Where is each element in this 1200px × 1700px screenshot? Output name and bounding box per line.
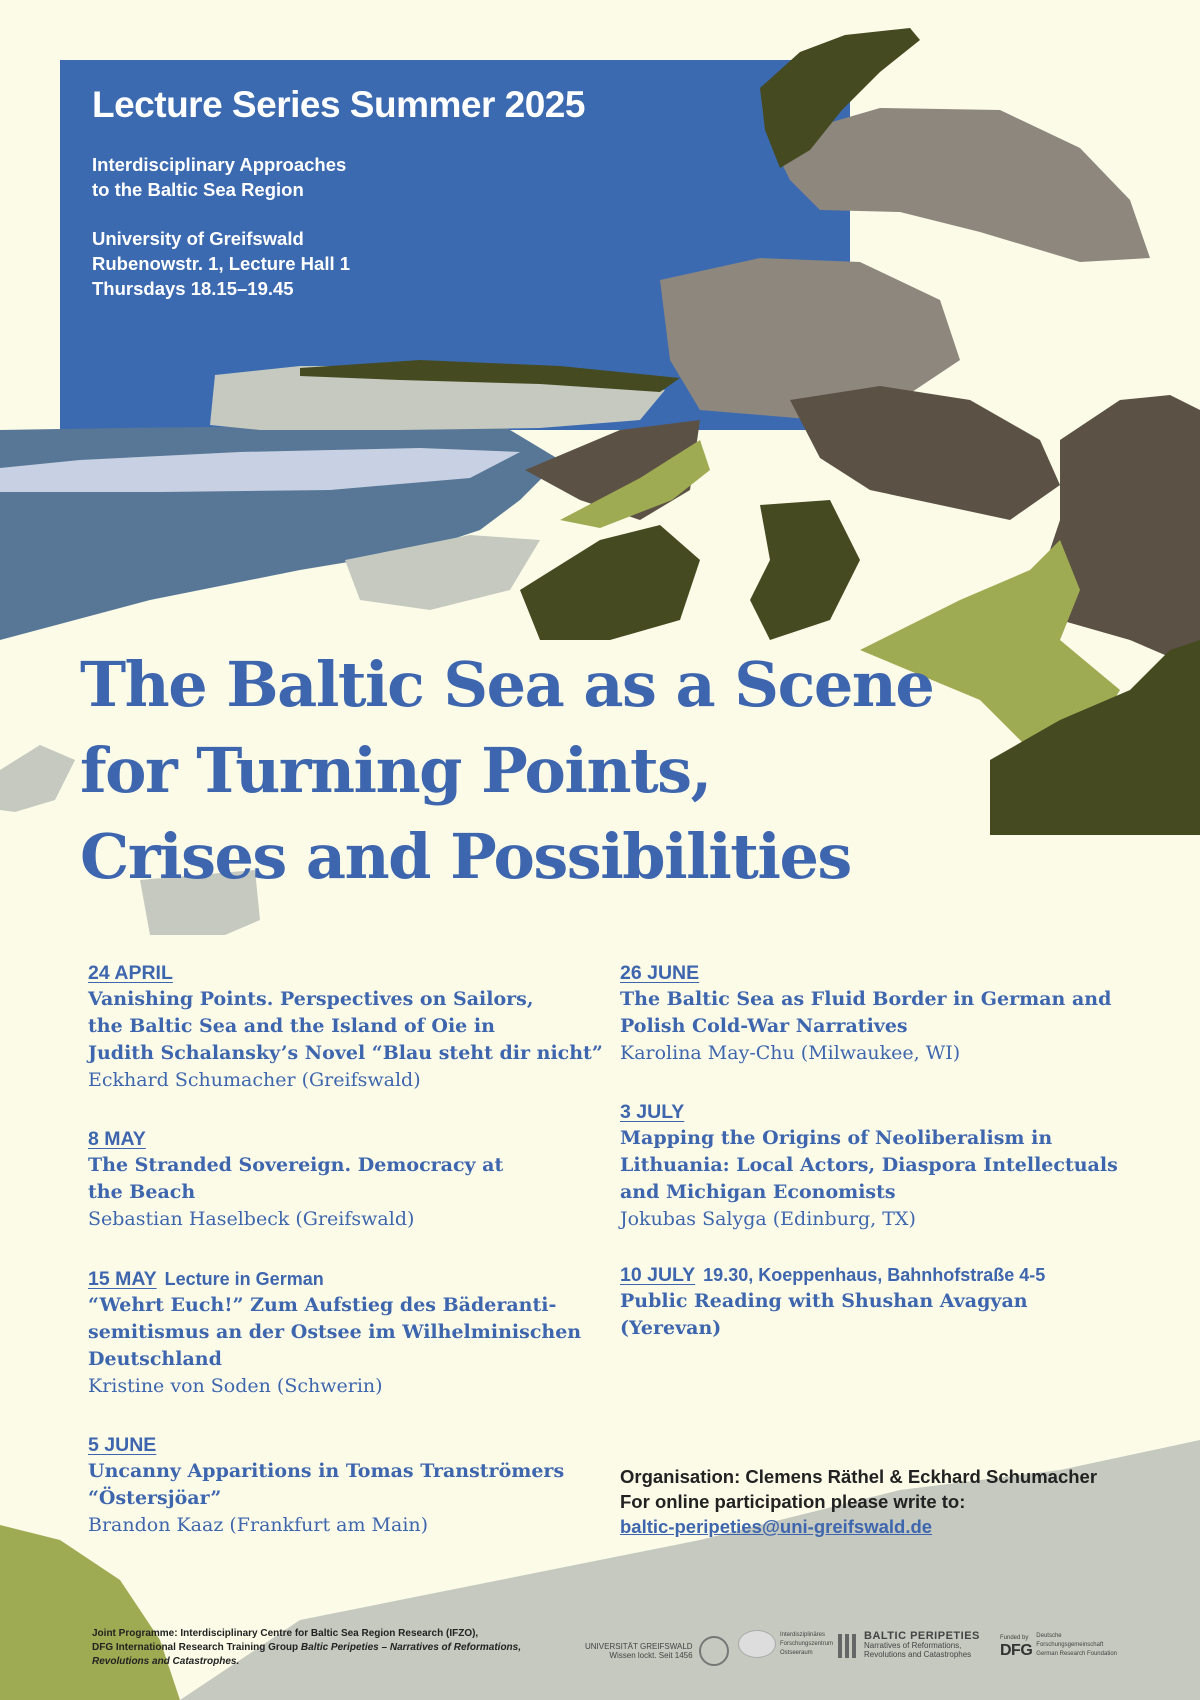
event-speaker: Sebastian Haselbeck (Greifswald)	[88, 1208, 415, 1230]
venue-line-3: Thursdays 18.15–19.45	[92, 278, 294, 299]
event-speaker: Kristine von Soden (Schwerin)	[88, 1375, 383, 1397]
ifzo-logo	[738, 1630, 833, 1658]
ifzo-line-3: Ostseeraum	[780, 1649, 813, 1656]
contact-email-link[interactable]: baltic-peripeties@uni-greifswald.de	[620, 1516, 933, 1537]
event-date: 15 MAY	[88, 1268, 157, 1290]
main-title	[80, 642, 933, 900]
header-block	[92, 84, 585, 301]
footer-note	[92, 1627, 521, 1669]
footer-line-1: Joint Programme: Interdisciplinary Centre for Baltic Sea Region Research (IFZO),	[92, 1628, 479, 1639]
event-title: Uncanny Apparitions in Tomas Tranströmers “Östersjöar”	[88, 1460, 565, 1509]
olive-dark-1	[520, 525, 700, 640]
university-name: UNIVERSITÄT GREIFSWALD	[585, 1642, 693, 1651]
events-right-column	[620, 960, 1140, 1342]
organisation-block	[620, 1464, 1097, 1539]
event-date: 26 JUNE	[620, 962, 700, 984]
footer-line-2: DFG International Research Training Group	[92, 1642, 301, 1653]
event-title: The Baltic Sea as Fluid Border in German and Polish Cold-War Narratives	[620, 988, 1112, 1037]
venue-line-2: Rubenowstr. 1, Lecture Hall 1	[92, 253, 351, 274]
series-title: Lecture Series Summer 2025	[92, 84, 585, 125]
subtitle-line-2: to the Baltic Sea Region	[92, 179, 304, 200]
event-date: 8 MAY	[88, 1128, 146, 1150]
event-15-may	[88, 1266, 608, 1432]
main-title-line-1: The Baltic Sea as a Scene	[80, 648, 934, 721]
ifzo-ship-icon	[738, 1630, 776, 1658]
event-26-june	[620, 960, 1140, 1099]
event-title: “Wehrt Euch!” Zum Aufstieg des Bäderanti- semitismus an der Ostsee im Wilhelminischen Deutschland	[88, 1294, 582, 1370]
dfg-name-2: Forschungsgemeinschaft	[1036, 1642, 1104, 1648]
olive-dark-2	[750, 500, 860, 640]
main-title-line-3: Crises and Possibilities	[80, 820, 851, 893]
event-title: Public Reading with Shushan Avagyan (Yerevan)	[620, 1290, 1028, 1339]
bp-sub-1: Narratives of Reformations,	[864, 1641, 962, 1650]
grey-shard-2	[0, 745, 75, 812]
event-8-may	[88, 1126, 608, 1266]
ifzo-line-1: Interdisziplinäres	[780, 1631, 826, 1638]
event-10-july	[620, 1262, 1140, 1342]
participation-line: For online participation please write to:	[620, 1491, 966, 1512]
university-logo	[585, 1636, 729, 1666]
bp-title: BALTIC PERIPETIES	[864, 1630, 980, 1642]
main-title-line-2: for Turning Points,	[80, 734, 711, 807]
bars-icon	[838, 1634, 858, 1658]
event-note: 19.30, Koeppenhaus, Bahnhofstraße 4-5	[703, 1265, 1046, 1285]
event-speaker: Jokubas Salyga (Edinburg, TX)	[620, 1208, 916, 1230]
events-left-column	[88, 960, 608, 1539]
brown-rock-2	[790, 386, 1060, 520]
event-24-april	[88, 960, 608, 1126]
event-date: 10 JULY	[620, 1264, 696, 1286]
event-date: 5 JUNE	[88, 1434, 157, 1456]
footer-line-2-italic: Baltic Peripeties – Narratives of Reformations,	[300, 1642, 521, 1653]
bottom-olive-left	[0, 1525, 180, 1700]
event-title: Vanishing Points. Perspectives on Sailors, the Baltic Sea and the Island of Oie in Judith Schalansky’s Novel “Blau steht dir nicht”	[88, 988, 603, 1064]
bp-sub-2: Revolutions and Catastrophes	[864, 1650, 972, 1659]
event-title: The Stranded Sovereign. Democracy at the Beach	[88, 1154, 504, 1203]
event-date: 24 APRIL	[88, 962, 173, 984]
dfg-name-1: Deutsche	[1036, 1633, 1062, 1639]
event-date: 3 JULY	[620, 1101, 685, 1123]
event-5-june	[88, 1432, 608, 1539]
baltic-peripeties-logo	[838, 1632, 980, 1659]
event-speaker: Eckhard Schumacher (Greifswald)	[88, 1069, 421, 1091]
event-title: Mapping the Origins of Neoliberalism in Lithuania: Local Actors, Diaspora Intellectuals and Michigan Economists	[620, 1127, 1118, 1203]
dfg-logo	[1000, 1632, 1117, 1659]
event-3-july	[620, 1099, 1140, 1262]
university-seal-icon	[699, 1636, 729, 1666]
dfg-mark: DFG	[1000, 1642, 1033, 1659]
dfg-name-3: German Research Foundation	[1036, 1651, 1117, 1657]
university-motto: Wissen lockt. Seit 1456	[609, 1651, 693, 1660]
ifzo-line-2: Forschungszentrum	[780, 1640, 834, 1647]
event-speaker: Karolina May-Chu (Milwaukee, WI)	[620, 1042, 961, 1064]
footer-line-3-italic: Revolutions and Catastrophes.	[92, 1656, 240, 1667]
dfg-funded-by: Funded by	[1000, 1635, 1029, 1641]
venue-line-1: University of Greifswald	[92, 228, 304, 249]
subtitle-line-1: Interdisciplinary Approaches	[92, 154, 347, 175]
event-note: Lecture in German	[164, 1269, 324, 1289]
organisation-line: Organisation: Clemens Räthel & Eckhard Schumacher	[620, 1466, 1098, 1487]
event-speaker: Brandon Kaaz (Frankfurt am Main)	[88, 1514, 429, 1536]
